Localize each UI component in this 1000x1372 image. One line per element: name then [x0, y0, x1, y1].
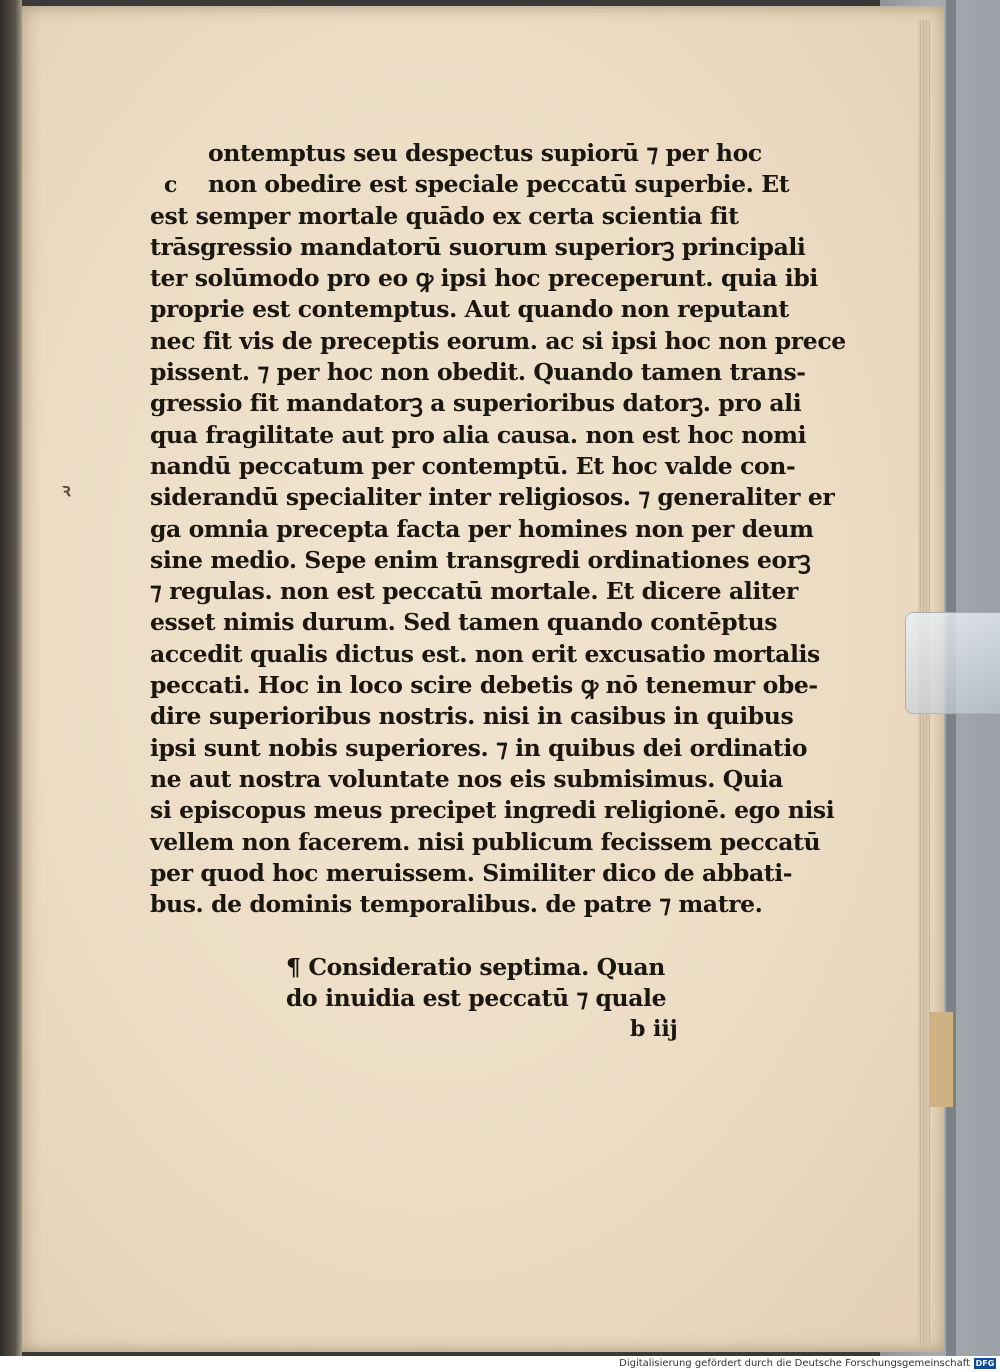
text-line: nandū peccatum per contemptū. Et hoc valde con- — [150, 451, 796, 480]
dfg-logo: DFG — [975, 1359, 995, 1368]
book-spine-gutter — [0, 0, 22, 1356]
text-line: accedit qualis dictus est. non erit excusatio mortalis — [150, 639, 820, 668]
text-line: ⁊ regulas. non est peccatū mortale. Et dicere aliter — [150, 577, 798, 606]
signature-mark: b iij — [630, 1016, 678, 1042]
text-line: qua fragilitate aut pro alia causa. non est hoc nomi — [150, 420, 807, 449]
text-line: do inuidia est peccatū ⁊ quale — [286, 984, 667, 1013]
paper-tab — [929, 1012, 953, 1107]
text-line: ¶ Consideratio septima. Quan — [286, 953, 665, 981]
text-line: peccati. Hoc in loco scire debetis ꝙ nō tenemur obe- — [150, 671, 818, 700]
section-heading — [286, 952, 686, 1015]
text-line: vellem non facerem. nisi publicum fecissem peccatū — [150, 827, 821, 856]
body-text — [150, 138, 846, 920]
text-line: per quod hoc meruissem. Similiter dico de abbati- — [150, 858, 793, 887]
page-clip — [905, 612, 1000, 714]
text-line: ne aut nostra voluntate nos eis submisimus. Quia — [150, 764, 783, 793]
text-line: ontemptus seu despectus supiorū ⁊ per hoc — [208, 139, 762, 167]
text-line: siderandū specialiter inter religiosos. ⁊ generaliter er — [150, 483, 835, 512]
text-line: ter solūmodo pro eo ꝙ ipsi hoc preceperunt. quia ibi — [150, 264, 818, 293]
text-line: pissent. ⁊ per hoc non obedit. Quando tamen trans- — [150, 358, 806, 387]
text-line: nec fit vis de preceptis eorum. ac si ipsi hoc non prece — [150, 326, 846, 355]
text-line: proprie est contemptus. Aut quando non reputant — [150, 295, 789, 324]
marginal-letter: c — [164, 172, 178, 198]
text-line: bus. de dominis temporalibus. de patre ⁊ matre. — [150, 890, 763, 919]
marginal-mark: ꝛ — [62, 480, 71, 501]
footer-credit: Digitalisierung gefördert durch die Deutsche Forschungsgemeinschaft — [619, 1358, 970, 1369]
text-line: si episcopus meus precipet ingredi religionē. ego nisi — [150, 796, 835, 825]
text-line: est semper mortale quādo ex certa scientia fit — [150, 201, 739, 230]
text-line: sine medio. Sepe enim transgredi ordinationes eorꝫ — [150, 545, 811, 574]
text-line: ipsi sunt nobis superiores. ⁊ in quibus dei ordinatio — [150, 733, 808, 762]
text-line: ga omnia precepta facta per homines non per deum — [150, 514, 814, 543]
text-line: dire superioribus nostris. nisi in casibus in quibus — [150, 702, 794, 731]
text-line: trāsgressio mandatorū suorum superiorꝫ principali — [150, 232, 806, 261]
text-line: non obedire est speciale peccatū superbie. Et — [208, 170, 790, 199]
text-line: esset nimis durum. Sed tamen quando contēptus — [150, 608, 778, 637]
text-line: gressio fit mandatorꝫ a superioribus datorꝫ. pro ali — [150, 389, 802, 418]
